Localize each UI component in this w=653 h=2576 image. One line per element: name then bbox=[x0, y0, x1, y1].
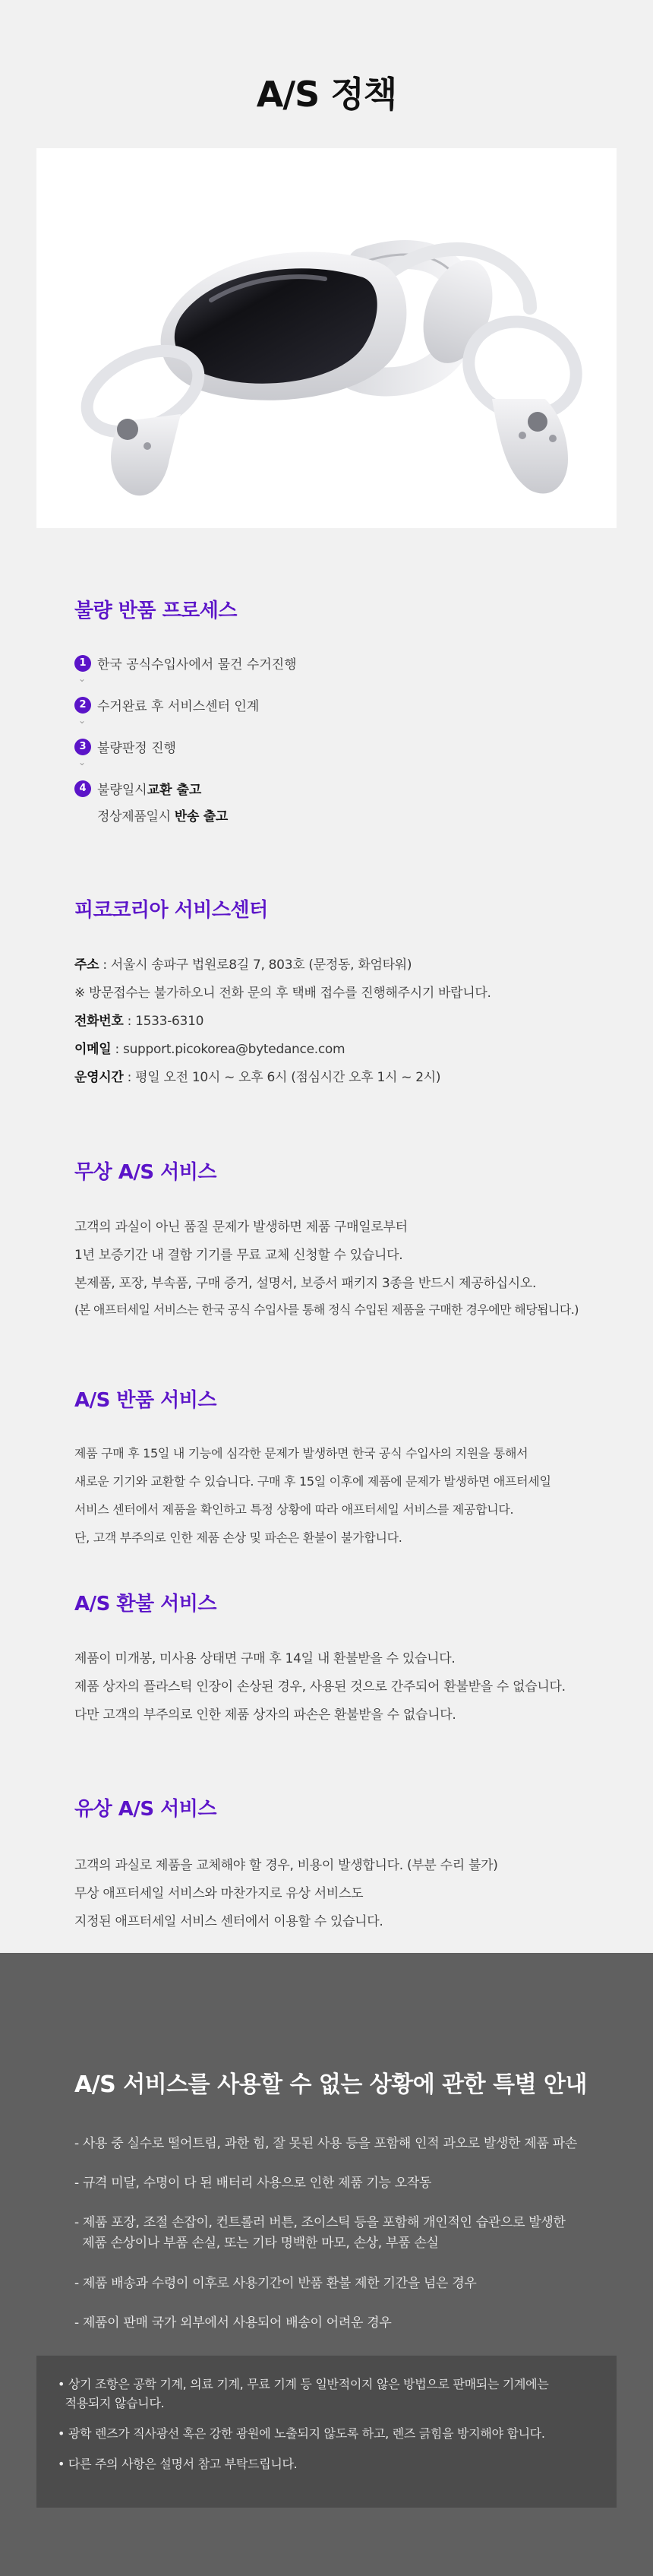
step-number: 4 bbox=[74, 780, 91, 797]
process-step-1 bbox=[74, 653, 297, 672]
refund-as-line: 제품이 미개봉, 미사용 상태면 구매 후 14일 내 환불받을 수 있습니다. bbox=[74, 1651, 456, 1666]
notice-item: - 제품 포장, 조절 손잡이, 컨트롤러 버튼, 조이스틱 등을 포함해 개인적인 습관으로 발생한 bbox=[74, 2215, 566, 2230]
phone-line: 전화번호 : 1533-6310 bbox=[74, 1014, 204, 1029]
step-number: 1 bbox=[74, 655, 91, 672]
notice-item: - 규격 미달, 수명이 다 된 배터리 사용으로 인한 제품 기능 오작동 bbox=[74, 2176, 432, 2191]
return-as-line: 서비스 센터에서 제품을 확인하고 특정 상황에 따라 애프터세일 서비스를 제공합니다. bbox=[74, 1502, 514, 1517]
caution-line: • 상기 조항은 공학 기계, 의료 기계, 무료 기계 등 일반적이지 않은 방법으로 판매되는 기계에는 bbox=[58, 2377, 549, 2391]
return-as-line: 새로운 기기와 교환할 수 있습니다. 구매 후 15일 이후에 제품에 문제가 발생하면 애프터세일 bbox=[74, 1474, 551, 1489]
hours-line: 운영시간 : 평일 오전 10시 ~ 오후 6시 (점심시간 오후 1시 ~ 2시) bbox=[74, 1070, 441, 1085]
email-line: 이메일 : support.picokorea@bytedance.com bbox=[74, 1042, 345, 1057]
refund-as-line: 제품 상자의 플라스틱 인장이 손상된 경우, 사용된 것으로 간주되어 환불받을 수 없습니다. bbox=[74, 1679, 566, 1695]
paid-as-line: 무상 애프터세일 서비스와 마찬가지로 유상 서비스도 bbox=[74, 1886, 364, 1901]
special-notice-title: A/S 서비스를 사용할 수 없는 상황에 관한 특별 안내 bbox=[74, 2071, 587, 2098]
notice-item: - 사용 중 실수로 떨어트림, 과한 힘, 잘 못된 사용 등을 포함해 인적 과오로 발생한 제품 파손 bbox=[74, 2136, 577, 2151]
chevron-down-icon: ⌄ bbox=[78, 757, 87, 767]
free-as-line: 1년 보증기간 내 결함 기기를 무료 교체 신청할 수 있습니다. bbox=[74, 1248, 403, 1263]
address-line: 주소 : 서울시 송파구 법원로8길 7, 803호 (문정동, 화엄타워) bbox=[74, 957, 412, 973]
paid-as-line: 지정된 애프터세일 서비스 센터에서 이용할 수 있습니다. bbox=[74, 1914, 383, 1929]
chevron-down-icon: ⌄ bbox=[78, 673, 87, 684]
notice-item: 제품 손상이나 부품 손실, 또는 기타 명백한 마모, 손상, 부품 손실 bbox=[74, 2236, 439, 2251]
process-step-3 bbox=[74, 737, 176, 756]
refund-as-title: A/S 환불 서비스 bbox=[74, 1593, 217, 1616]
paid-as-title: 유상 A/S 서비스 bbox=[74, 1798, 217, 1821]
step-text: 불량판정 진행 bbox=[97, 741, 176, 756]
page-title: A/S 정책 bbox=[256, 74, 397, 115]
vr-headset-illustration bbox=[36, 148, 617, 528]
free-as-line: (본 애프터세일 서비스는 한국 공식 수입사를 통해 정식 수입된 제품을 구매한 경우에만 해당됩니다.) bbox=[74, 1302, 579, 1317]
free-as-title: 무상 A/S 서비스 bbox=[74, 1161, 217, 1184]
notice-item: - 제품 배송과 수령이 이후로 사용기간이 반품 환불 제한 기간을 넘은 경우 bbox=[74, 2276, 477, 2291]
step-text: 불량일시 bbox=[97, 783, 147, 798]
return-as-title: A/S 반품 서비스 bbox=[74, 1389, 217, 1412]
refund-as-line: 다만 고객의 부주의로 인한 제품 상자의 파손은 환불받을 수 없습니다. bbox=[74, 1707, 456, 1723]
notice-item: - 제품이 판매 국가 외부에서 사용되어 배송이 어려운 경우 bbox=[74, 2315, 392, 2331]
step-text: 수거완료 후 서비스센터 인계 bbox=[97, 699, 260, 714]
step-text-strong: 교환 출고 bbox=[147, 783, 202, 798]
process-step-4 bbox=[74, 779, 201, 798]
visit-note: ※ 방문접수는 불가하오니 전화 문의 후 택배 접수를 진행해주시기 바랍니다. bbox=[74, 986, 491, 1001]
step-number: 3 bbox=[74, 739, 91, 755]
step-number: 2 bbox=[74, 697, 91, 714]
chevron-down-icon: ⌄ bbox=[78, 715, 87, 726]
free-as-line: 본제품, 포장, 부속품, 구매 증거, 설명서, 보증서 패키지 3종을 반드시 제공하십시오. bbox=[74, 1276, 537, 1291]
caution-line: • 광학 렌즈가 직사광선 혹은 강한 광원에 노출되지 않도록 하고, 렌즈 긁힘을 방지해야 합니다. bbox=[58, 2426, 545, 2441]
step-text: 한국 공식수입사에서 물건 수거진행 bbox=[97, 657, 297, 672]
product-image bbox=[36, 148, 617, 528]
process-step-2 bbox=[74, 695, 259, 714]
service-center-title: 피코코리아 서비스센터 bbox=[74, 899, 268, 922]
defect-process-title: 불량 반품 프로세스 bbox=[74, 600, 238, 622]
return-as-line: 단, 고객 부주의로 인한 제품 손상 및 파손은 환불이 불가합니다. bbox=[74, 1530, 402, 1545]
caution-line: 적용되지 않습니다. bbox=[58, 2396, 165, 2410]
process-step-4-line2: 정상제품일시 반송 출고 bbox=[97, 809, 228, 824]
caution-line: • 다른 주의 사항은 설명서 참고 부탁드립니다. bbox=[58, 2457, 298, 2471]
free-as-line: 고객의 과실이 아닌 품질 문제가 발생하면 제품 구매일로부터 bbox=[74, 1220, 408, 1235]
paid-as-line: 고객의 과실로 제품을 교체해야 할 경우, 비용이 발생합니다. (부분 수리 불가) bbox=[74, 1858, 498, 1873]
return-as-line: 제품 구매 후 15일 내 기능에 심각한 문제가 발생하면 한국 공식 수입사의 지원을 통해서 bbox=[74, 1446, 528, 1460]
